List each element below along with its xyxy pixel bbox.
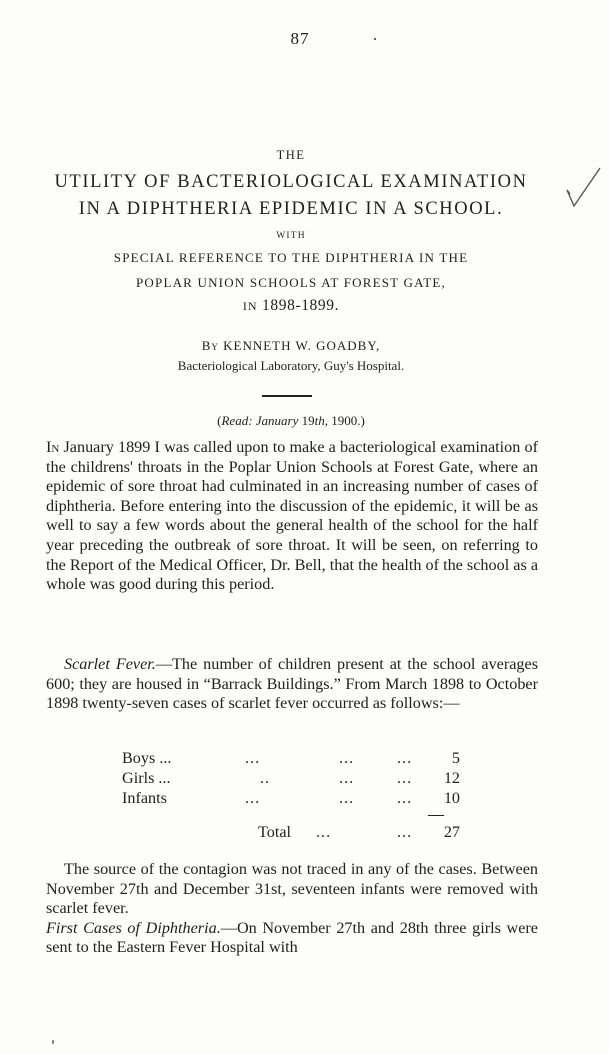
- paragraph-introduction: [46, 438, 538, 595]
- scarlet-fever-heading: Scarlet Fever.: [64, 655, 156, 673]
- leader-dots: ...: [397, 749, 413, 767]
- row-label: Infants: [122, 789, 167, 807]
- paragraph-introduction-text: January 1899 I was called upon to make a bacteriological examination of the childrens' throats in the Poplar Union Schools at Forest Gate, where an epidemic of sore throat had culminated in an increasing number of cases of diphtheria. Before entering into the discussion of the epidemic, it will be as well to say a few words about the general health of the school for the half year preceding the outbreak of sore throat. It will be seen, on referring to the Report of the Medical Officer, Dr. Bell, that the health of the school as a whole was good during this period.: [46, 438, 538, 594]
- ink-speck: [374, 38, 376, 40]
- paragraph-contagion: [46, 860, 538, 958]
- total-label: Total: [258, 823, 292, 841]
- read-note-year: 1900.): [328, 413, 365, 428]
- title-line-2: IN A DIPHTHERIA EPIDEMIC IN A SCHOOL.: [78, 199, 504, 219]
- table-row: [122, 789, 467, 809]
- total-rule: [428, 815, 444, 816]
- subtitle-line-3: [0, 297, 582, 315]
- leader-dots: ...: [245, 789, 261, 807]
- paragraph-contagion-text: The source of the contagion was not traced in any of the cases. Between November 27th and December 31st, seventeen infants were removed with scarlet fever.: [46, 860, 538, 918]
- leader-dots: ...: [245, 749, 261, 767]
- row-value: 5: [451, 749, 460, 767]
- first-cases-heading: First Cases of Diphtheria.: [46, 918, 221, 937]
- subtitle-line-2: POPLAR UNION SCHOOLS AT FOREST GATE,: [136, 275, 446, 290]
- leader-dots: ...: [339, 769, 355, 787]
- read-note-day-suffix: th,: [314, 413, 328, 428]
- read-note-day: 19: [301, 413, 315, 428]
- leader-dots: ...: [397, 769, 413, 787]
- leader-dots: ...: [397, 789, 413, 807]
- row-value: 12: [443, 769, 460, 787]
- leader-dots: ...: [339, 749, 355, 767]
- scarlet-fever-text: —The number of children present at the school averages 600; they are housed in “Barrack Buildings.” From March 1898 to October 1898 twenty-seven cases of scarlet fever occurred as follows:—: [46, 655, 538, 713]
- read-note: [0, 413, 582, 429]
- total-value: 27: [443, 823, 460, 841]
- author-name: KENNETH W. GOADBY,: [223, 338, 381, 353]
- read-note-date: Read: January: [221, 413, 299, 428]
- heading-with: WITH: [276, 231, 306, 241]
- paragraph-scarlet-fever: [46, 655, 538, 714]
- author-line: [0, 338, 582, 354]
- subtitle-line-1: SPECIAL REFERENCE TO THE DIPHTHERIA IN THE: [113, 250, 469, 265]
- read-note-open: (: [217, 413, 222, 428]
- leader-dots: ...: [339, 789, 355, 807]
- leader-dots: ...: [397, 823, 413, 841]
- section-divider: [262, 395, 312, 397]
- table-row: [122, 769, 467, 789]
- scarlet-fever-table: [122, 749, 467, 809]
- leader-dots: ..: [260, 769, 271, 787]
- table-row: [122, 749, 467, 769]
- page-number: 87: [290, 29, 310, 48]
- subtitle-in: IN: [242, 299, 258, 313]
- row-label: Boys ...: [122, 749, 172, 767]
- author-affiliation: Bacteriological Laboratory, Guy's Hospital.: [177, 358, 405, 373]
- first-cases-text: —On November 27th and 28th three girls were sent to the Eastern Fever Hospital with: [46, 918, 538, 957]
- row-value: 10: [443, 789, 460, 807]
- subtitle-years: 1898-1899.: [262, 297, 340, 314]
- ink-speck: [52, 1040, 54, 1044]
- heading-the: THE: [276, 148, 306, 162]
- leader-dots: ...: [316, 823, 332, 841]
- row-label: Girls ...: [122, 769, 171, 787]
- title-line-1: UTILITY OF BACTERIOLOGICAL EXAMINATION: [54, 172, 528, 192]
- author-by: By: [201, 338, 219, 353]
- table-total-row: [122, 823, 467, 845]
- paragraph-lead-word: In: [46, 438, 60, 456]
